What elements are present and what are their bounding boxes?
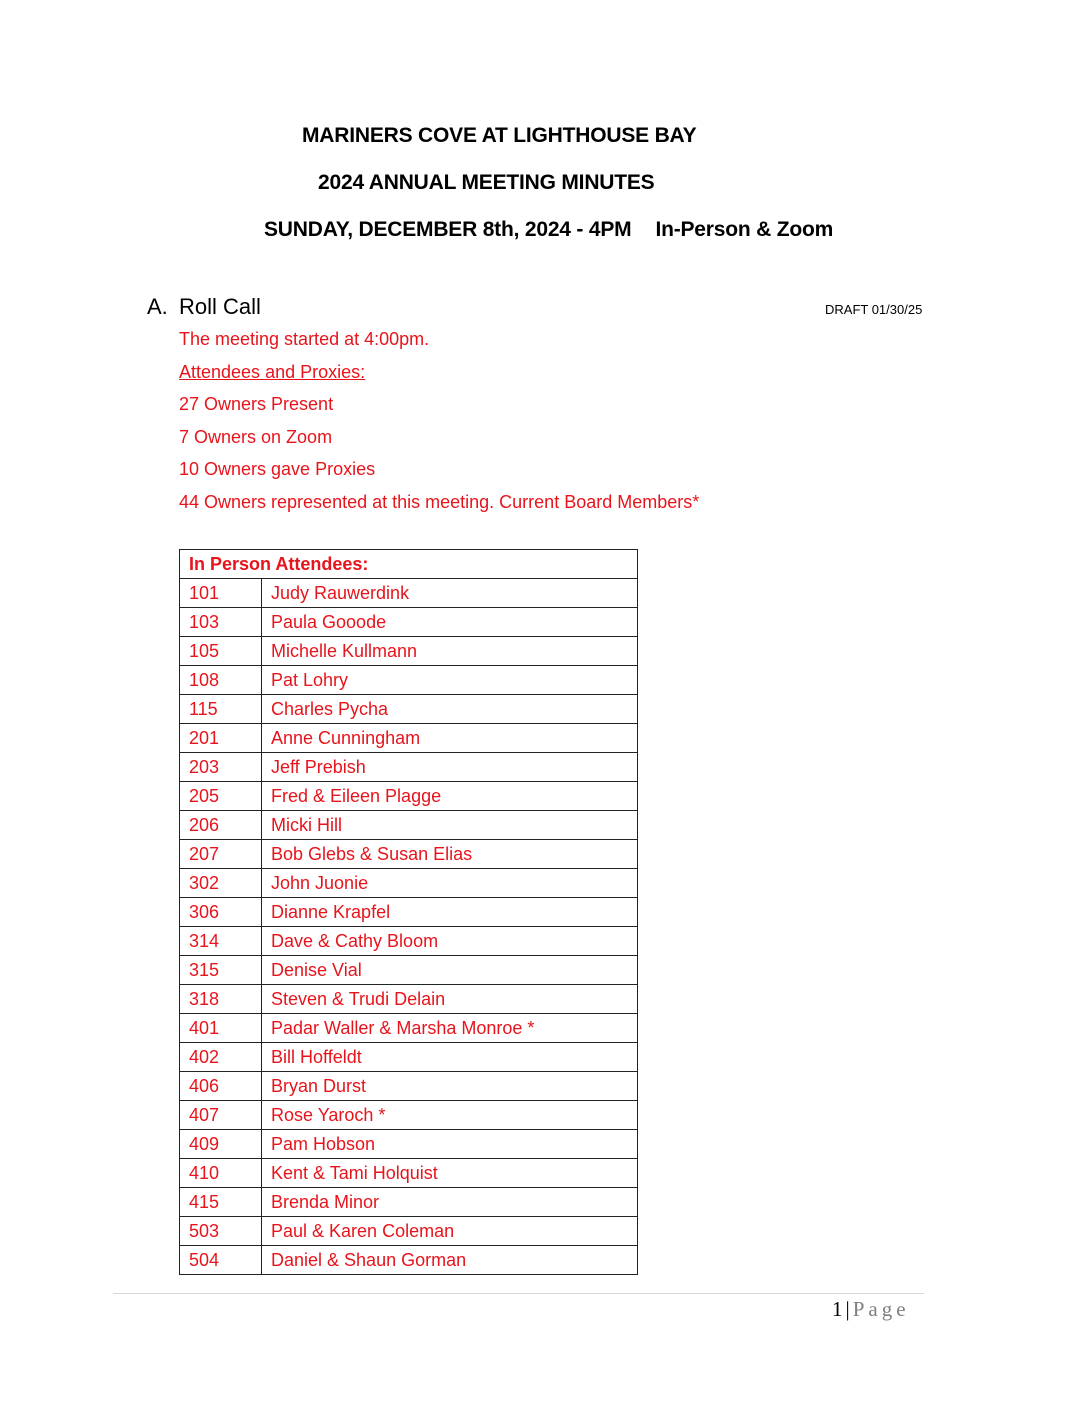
table-body (180, 579, 638, 1275)
owner-name-cell: Dave & Cathy Bloom (262, 927, 638, 956)
format-text: In-Person & Zoom (655, 218, 834, 241)
table-row (180, 753, 638, 782)
unit-number-cell: 314 (180, 927, 262, 956)
table-row (180, 811, 638, 840)
date-text: SUNDAY, DECEMBER 8th, 2024 - 4PM (264, 218, 632, 241)
table-row (180, 1130, 638, 1159)
unit-number-cell: 306 (180, 898, 262, 927)
unit-number-cell: 410 (180, 1159, 262, 1188)
table-header: In Person Attendees: (180, 550, 638, 579)
owner-name-cell: Paula Gooode (262, 608, 638, 637)
doc-title: 2024 ANNUAL MEETING MINUTES (318, 171, 655, 194)
section-letter: A. (147, 294, 168, 319)
attendees-proxies-heading: Attendees and Proxies: (179, 362, 366, 382)
unit-number-cell: 101 (180, 579, 262, 608)
table-row (180, 608, 638, 637)
meeting-start-line: The meeting started at 4:00pm. (179, 329, 430, 349)
table-row (180, 1217, 638, 1246)
table-row (180, 1246, 638, 1275)
owner-name-cell: Jeff Prebish (262, 753, 638, 782)
owner-name-cell: Pam Hobson (262, 1130, 638, 1159)
unit-number-cell: 503 (180, 1217, 262, 1246)
unit-number-cell: 103 (180, 608, 262, 637)
table-row (180, 840, 638, 869)
unit-number-cell: 409 (180, 1130, 262, 1159)
section-title: Roll Call (179, 294, 261, 319)
owner-name-cell: Charles Pycha (262, 695, 638, 724)
table-row (180, 724, 638, 753)
unit-number-cell: 504 (180, 1246, 262, 1275)
table-row (180, 869, 638, 898)
unit-number-cell: 207 (180, 840, 262, 869)
unit-number-cell: 105 (180, 637, 262, 666)
table-row (180, 1159, 638, 1188)
unit-number-cell: 415 (180, 1188, 262, 1217)
owner-name-cell: Bill Hoffeldt (262, 1043, 638, 1072)
unit-number-cell: 302 (180, 869, 262, 898)
table-row (180, 1014, 638, 1043)
unit-number-cell: 115 (180, 695, 262, 724)
unit-number-cell: 407 (180, 1101, 262, 1130)
owner-name-cell: Paul & Karen Coleman (262, 1217, 638, 1246)
draft-stamp: DRAFT 01/30/25 (825, 302, 923, 317)
owner-name-cell: Padar Waller & Marsha Monroe * (262, 1014, 638, 1043)
owners-proxies-line: 10 Owners gave Proxies (179, 459, 376, 479)
table-row (180, 1043, 638, 1072)
table-row (180, 898, 638, 927)
owner-name-cell: Michelle Kullmann (262, 637, 638, 666)
unit-number-cell: 406 (180, 1072, 262, 1101)
in-person-attendees-table (179, 549, 638, 1275)
org-title: MARINERS COVE AT LIGHTHOUSE BAY (302, 124, 697, 147)
owner-name-cell: Daniel & Shaun Gorman (262, 1246, 638, 1275)
section-heading-roll-call (147, 294, 261, 320)
owner-name-cell: Rose Yaroch * (262, 1101, 638, 1130)
table-row (180, 637, 638, 666)
page-separator: | (845, 1297, 850, 1321)
unit-number-cell: 318 (180, 985, 262, 1014)
table-row (180, 956, 638, 985)
owner-name-cell: Denise Vial (262, 956, 638, 985)
table-row (180, 579, 638, 608)
page-word: Page (852, 1297, 910, 1321)
unit-number-cell: 205 (180, 782, 262, 811)
meeting-date-line (264, 218, 833, 242)
owners-represented-line: 44 Owners represented at this meeting. Current Board Members* (179, 492, 700, 512)
unit-number-cell: 203 (180, 753, 262, 782)
page-footer (832, 1297, 910, 1322)
unit-number-cell: 108 (180, 666, 262, 695)
table-row (180, 1072, 638, 1101)
owner-name-cell: Steven & Trudi Delain (262, 985, 638, 1014)
table-row (180, 985, 638, 1014)
owner-name-cell: Dianne Krapfel (262, 898, 638, 927)
owner-name-cell: Kent & Tami Holquist (262, 1159, 638, 1188)
table-row (180, 782, 638, 811)
owner-name-cell: Judy Rauwerdink (262, 579, 638, 608)
owner-name-cell: Brenda Minor (262, 1188, 638, 1217)
table-header-row (180, 550, 638, 579)
owner-name-cell: John Juonie (262, 869, 638, 898)
unit-number-cell: 206 (180, 811, 262, 840)
unit-number-cell: 201 (180, 724, 262, 753)
owners-present-line: 27 Owners Present (179, 394, 334, 414)
owner-name-cell: Anne Cunningham (262, 724, 638, 753)
owner-name-cell: Bryan Durst (262, 1072, 638, 1101)
owners-zoom-line: 7 Owners on Zoom (179, 427, 333, 447)
unit-number-cell: 315 (180, 956, 262, 985)
owner-name-cell: Fred & Eileen Plagge (262, 782, 638, 811)
table-row (180, 927, 638, 956)
footer-divider (113, 1293, 924, 1294)
owner-name-cell: Micki Hill (262, 811, 638, 840)
table-row (180, 695, 638, 724)
table-row (180, 1188, 638, 1217)
table-row (180, 1101, 638, 1130)
page-number: 1 (832, 1297, 843, 1321)
unit-number-cell: 402 (180, 1043, 262, 1072)
unit-number-cell: 401 (180, 1014, 262, 1043)
owner-name-cell: Bob Glebs & Susan Elias (262, 840, 638, 869)
table-row (180, 666, 638, 695)
owner-name-cell: Pat Lohry (262, 666, 638, 695)
